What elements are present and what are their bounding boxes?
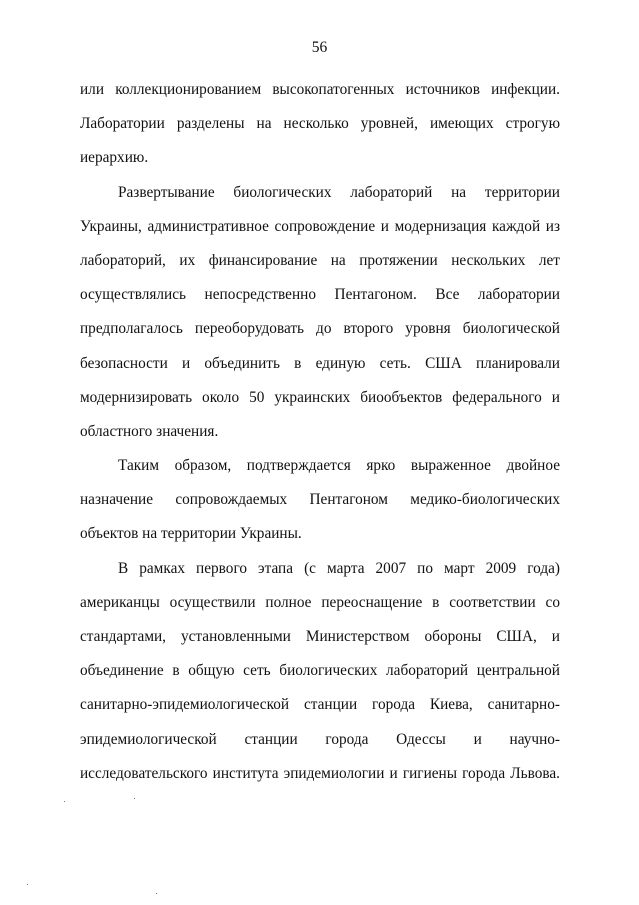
text-line: Таким образом, подтверждается ярко выраженное двойное [118, 457, 560, 475]
text-line: исследовательского института эпидемиологии и гигиены города Львова. [80, 764, 560, 782]
text-line: американцы осуществили полное переоснащение в соответствии со [80, 593, 560, 611]
scan-speck [27, 884, 28, 885]
page-number: 56 [311, 39, 328, 56]
text-line: Развертывание биологических лабораторий на территории [118, 183, 560, 201]
text-line: Украины, административное сопровождение и модернизация каждой из [80, 217, 560, 235]
scan-speck [64, 801, 65, 802]
text-line: объединение в общую сеть биологических лабораторий центральной [80, 662, 560, 680]
scan-speck [134, 798, 135, 799]
text-line: лабораторий, их финансирование на протяжении нескольких лет [80, 251, 560, 269]
body-text [80, 78, 560, 796]
text-line: объектов на территории Украины. [80, 525, 302, 543]
text-line: областного значения. [80, 422, 219, 440]
text-line: Лаборатории разделены на несколько уровней, имеющих строгую [80, 115, 560, 133]
text-line: В рамках первого этапа (с марта 2007 по март 2009 года) [118, 559, 560, 577]
text-line: безопасности и объединить в единую сеть. США планировали [80, 354, 560, 372]
text-line: предполагалось переоборудовать до второго уровня биологической [80, 320, 560, 338]
text-line: санитарно-эпидемиологической станции города Киева, санитарно- [80, 696, 560, 714]
text-line: иерархию. [80, 149, 149, 167]
text-line: осуществлялись непосредственно Пентагоном. Все лаборатории [80, 286, 560, 304]
text-line: модернизировать около 50 украинских биообъектов федерального и [80, 388, 560, 406]
text-line: или коллекционированием высокопатогенных источников инфекции. [80, 81, 560, 98]
text-line: эпидемиологической станции города Одессы и научно- [80, 730, 560, 748]
scan-speck [156, 893, 157, 894]
text-line: стандартами, установленными Министерством обороны США, и [80, 628, 560, 645]
text-line: назначение сопровождаемых Пентагоном медико-биологических [80, 491, 560, 509]
